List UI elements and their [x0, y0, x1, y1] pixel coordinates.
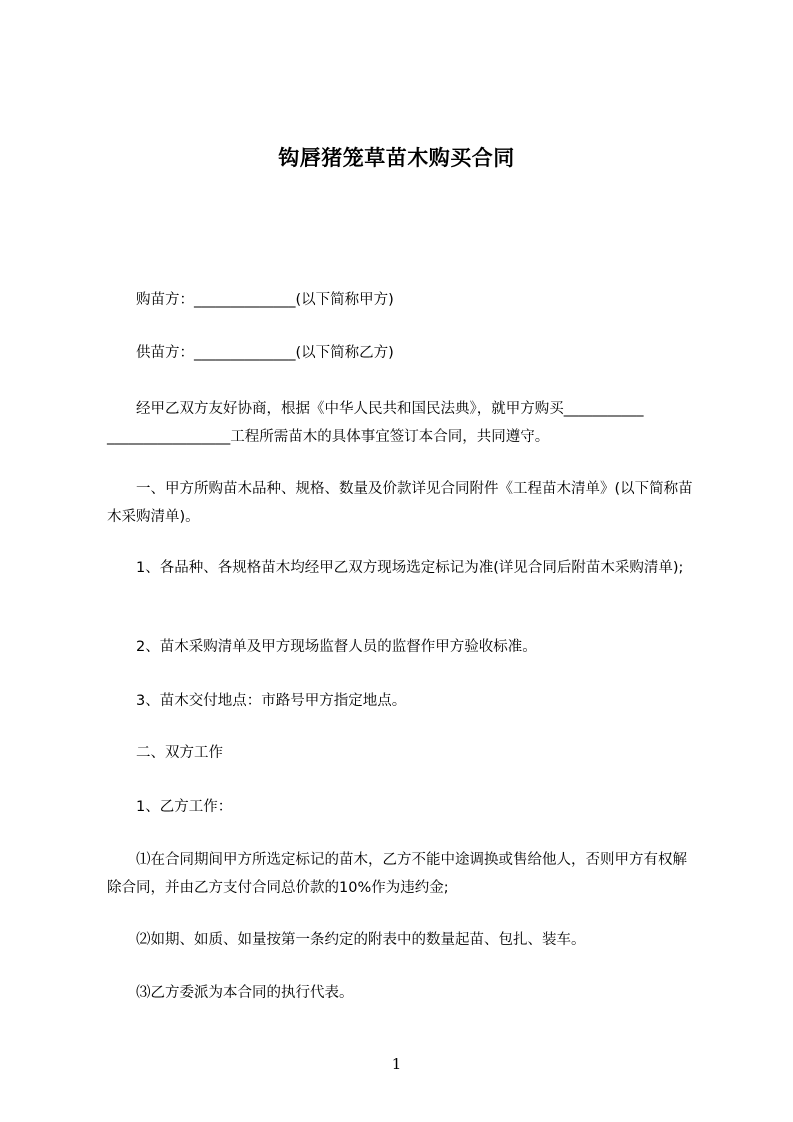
intro-paragraph: 经甲乙双方友好协商，根据《中华人民共和国民法典》，就甲方购买___________ _________________工程所需苗木的具体事宜签订本合同，共同遵守。	[107, 401, 644, 445]
supplier-line: 供苗方：______________(以下简称乙方)	[107, 345, 394, 361]
document-title: 钩唇猪笼草苗木购买合同	[278, 146, 515, 170]
clause-1: 一、甲方所购苗木品种、规格、数量及价款详见合同附件《工程苗木清单》(以下简称苗木采购清单)。	[107, 481, 693, 525]
clause-1-item-1: 1、各品种、各规格苗木均经甲乙双方现场选定标记为准(详见合同后附苗木采购清单);	[107, 560, 684, 576]
page-number: 1	[391, 1055, 402, 1073]
clause-1-item-2: 2、苗木采购清单及甲方现场监督人员的监督作甲方验收标准。	[107, 639, 537, 655]
buyer-line: 购苗方：______________(以下简称甲方)	[107, 292, 394, 308]
clause-2-item-1: 1、乙方工作：	[107, 799, 233, 815]
clause-2-subitem-2: ⑵如期、如质、如量按第一条约定的附表中的数量起苗、包扎、装车。	[107, 932, 586, 948]
clause-2-subitem-3: ⑶乙方委派为本合同的执行代表。	[107, 985, 354, 1001]
clause-2-heading: 二、双方工作	[107, 745, 223, 761]
clause-1-item-3: 3、苗木交付地点：市路号甲方指定地点。	[107, 693, 407, 709]
clause-2-subitem-1: ⑴在合同期间甲方所选定标记的苗木，乙方不能中途调换或售给他人，否则甲方有权解除合同，并由乙方支付合同总价款的10%作为违约金;	[107, 852, 687, 896]
